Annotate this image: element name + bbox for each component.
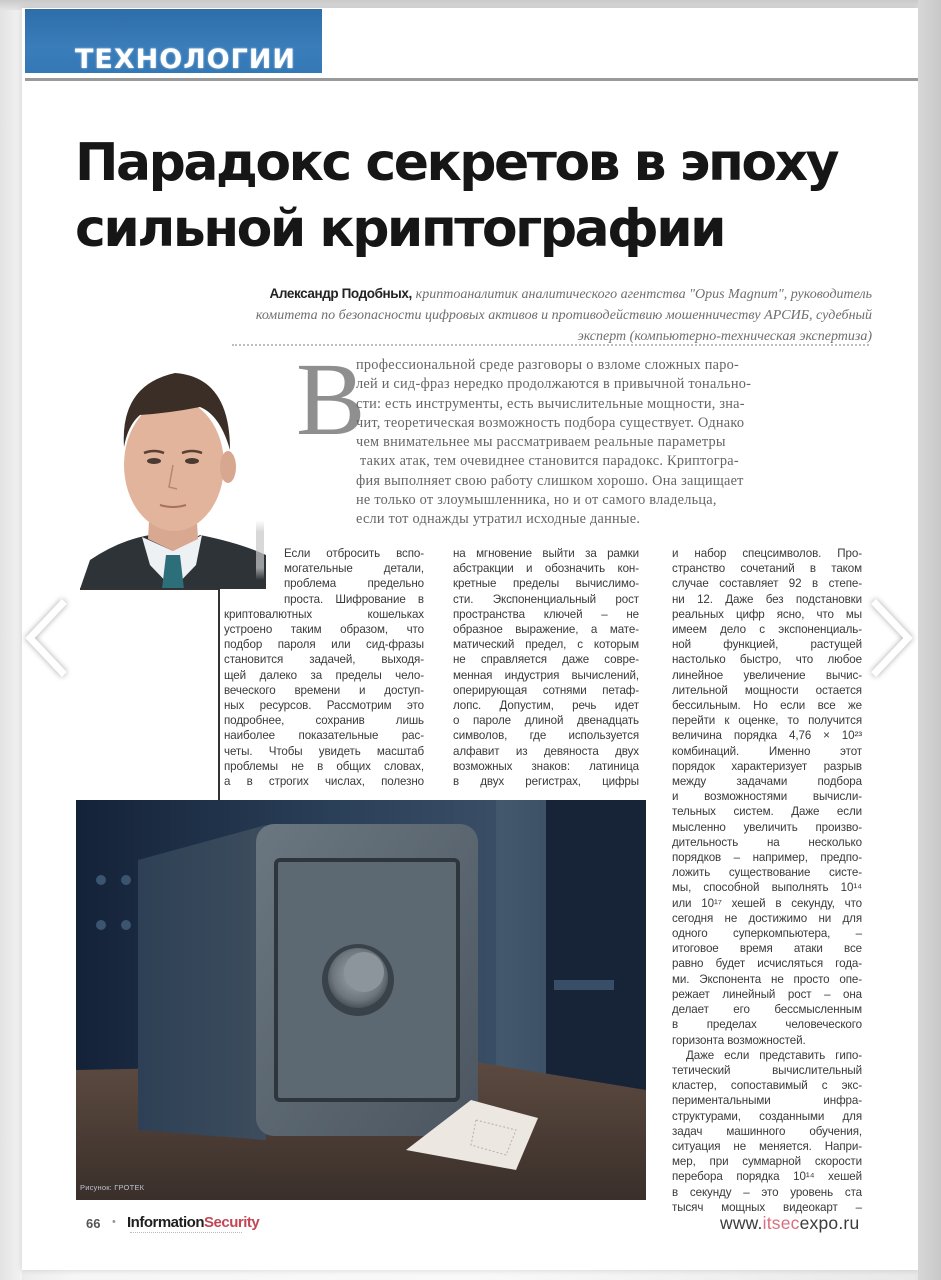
lead-line: чем внимательнее мы рассматриваем реальные параметры bbox=[356, 434, 726, 451]
footer-separator: • bbox=[112, 1216, 116, 1228]
body-line: криптовалютных кошельках bbox=[224, 607, 424, 621]
lead-line: сти: есть инструменты, есть вычислительные мощности, зна- bbox=[356, 395, 745, 412]
body-line: лительной мощности остается bbox=[672, 683, 862, 697]
body-line: подробнее, сохранив лишь bbox=[224, 714, 424, 728]
body-line: одного суперкомпьютера, – bbox=[672, 927, 862, 941]
body-line: в секунду – это уровень ста bbox=[672, 1185, 862, 1199]
body-line: между задачами подбора bbox=[672, 775, 862, 789]
url-prefix: www. bbox=[720, 1213, 763, 1233]
body-line: веческого времени и доступ- bbox=[224, 683, 424, 697]
author-byline bbox=[232, 284, 872, 347]
body-line: оперирующая сотнями петаф- bbox=[453, 683, 639, 697]
body-line: тысяч мощных видеокарт – bbox=[672, 1200, 862, 1214]
body-line: мер, при суммарной скорости bbox=[672, 1155, 862, 1169]
body-line: Даже если представить гипо- bbox=[686, 1048, 862, 1062]
lead-line: чит, теоретическая возможность подбора существует. Однако bbox=[356, 414, 745, 431]
lead-line: если тот однажды утратил исходные данные. bbox=[356, 511, 641, 528]
body-line: и возможностями вычисли- bbox=[672, 790, 862, 804]
body-line: линейное увеличение вычис- bbox=[672, 668, 862, 682]
body-line: тетический вычислительный bbox=[672, 1063, 862, 1077]
body-line: проста. Шифрование в bbox=[284, 592, 424, 606]
lead-line: лей и сид-фраз нередко продолжаются в привычной тонально- bbox=[356, 376, 752, 393]
body-line: наиболее показательные рас- bbox=[224, 729, 424, 743]
body-line: мысленно увеличить произво- bbox=[672, 820, 862, 834]
body-line: четы. Чтобы увидеть масштаб bbox=[224, 744, 424, 758]
body-line: ложить существование систе- bbox=[672, 866, 862, 880]
body-line: алфавит из девяноста двух bbox=[453, 744, 639, 758]
portrait-rule-horizontal bbox=[80, 588, 220, 590]
body-line: структурами, созданными для bbox=[672, 1109, 862, 1123]
portrait-rule-vertical bbox=[218, 588, 220, 800]
body-line: случае составляет 92 в степе- bbox=[672, 577, 862, 591]
body-line: комбинаций. Именно этот bbox=[672, 744, 862, 758]
body-line: странство сочетаний в таком bbox=[672, 562, 862, 576]
lead-paragraph bbox=[356, 356, 856, 530]
lead-line: таких атак, тем очевиднее становится парадокс. Криптогра- bbox=[360, 453, 739, 470]
body-line: перейти к оценке, то получится bbox=[672, 714, 862, 728]
safe-illustration bbox=[76, 800, 646, 1200]
body-line: Если отбросить вспо- bbox=[284, 547, 424, 560]
body-line: подбор пароля или сид-фразы bbox=[224, 638, 424, 652]
lead-line: фия выполняет свою работу слишком хорошо. Она защищает bbox=[356, 472, 744, 489]
body-line: лопс. Допустим, речь идет bbox=[453, 699, 639, 713]
body-line: в пределах человеческого bbox=[672, 1018, 862, 1032]
body-line: задач машинного обучения, bbox=[672, 1124, 862, 1138]
body-line: сегодня не достижимо ни для bbox=[672, 911, 862, 925]
body-column-1 bbox=[224, 546, 424, 789]
chevron-left-icon bbox=[20, 598, 70, 678]
body-line: порядков – например, предпо- bbox=[672, 851, 862, 865]
body-line: равно будет исчисляться года- bbox=[672, 957, 862, 971]
body-line: а в строгих числах, полезно bbox=[224, 775, 424, 789]
body-line: величина порядка 4,76 × 10²³ bbox=[672, 729, 862, 743]
page-number: 66 bbox=[86, 1216, 101, 1231]
body-line: проблема предельно bbox=[284, 577, 424, 591]
body-line: или 10¹⁷ хешей в секунду, что bbox=[672, 896, 862, 910]
body-line: ситуация не меняется. Напри- bbox=[672, 1139, 862, 1153]
body-line: ни 12. Даже без подстановки bbox=[672, 592, 862, 606]
body-column-3 bbox=[672, 546, 862, 1215]
left-page-edge bbox=[0, 0, 22, 1280]
body-line: кластер, сопоставимый с экс- bbox=[672, 1079, 862, 1093]
author-name: Александр Подобных, bbox=[269, 286, 412, 301]
lead-line: профессиональной среде разговоры о взломе сложных паро- bbox=[356, 357, 740, 373]
body-line: могательные детали, bbox=[284, 562, 424, 576]
body-line: перебора порядка 10¹⁴ хешей bbox=[672, 1170, 862, 1184]
author-role: криптоаналитик аналитического агентства "Opus Magnum", руководитель комитета по безопасности цифровых активов и противодействию мошенничеству АРСИБ, судебный эксперт (компьютерно-техническая экспертиза) bbox=[255, 287, 872, 344]
article-title bbox=[75, 130, 875, 262]
body-line: в двух регистрах, цифры bbox=[453, 775, 639, 789]
body-line: ми. Экспонента не просто опе- bbox=[672, 972, 862, 986]
body-line: и набор спецсимволов. Про- bbox=[672, 547, 862, 560]
website-url bbox=[720, 1213, 859, 1234]
body-line: имеем дело с экспоненциаль- bbox=[672, 623, 862, 637]
body-line: матический предел, с которым bbox=[453, 638, 639, 652]
body-line: о пароле длиной двенадцать bbox=[453, 714, 639, 728]
body-line: менная индустрия вычислений, bbox=[453, 668, 639, 682]
body-line: мы, способной выполнять 10¹⁴ bbox=[672, 881, 862, 895]
body-line: итоговое время атаки все bbox=[672, 942, 862, 956]
body-line: дительность на несколько bbox=[672, 835, 862, 849]
lead-line: не только от злоумышленника, но и от самого владельца, bbox=[356, 492, 717, 509]
body-line: становится задачей, выходя- bbox=[224, 653, 424, 667]
body-line: реальных цифр ясно, что мы bbox=[672, 607, 862, 621]
body-line: символов, где используется bbox=[453, 729, 639, 743]
body-line: настолько быстро, что любое bbox=[672, 653, 862, 667]
body-line: на мгновение выйти за рамки bbox=[453, 547, 639, 560]
body-line: пространства ключей – не bbox=[453, 607, 639, 621]
body-line: делает его бессмысленным bbox=[672, 1003, 862, 1017]
header-rule bbox=[25, 78, 918, 81]
body-line: проблемы не в общих словах, bbox=[224, 759, 424, 773]
body-line: бессильным. Но если все же bbox=[672, 699, 862, 713]
body-line: щей далеко за пределы чело- bbox=[224, 668, 424, 682]
title-line: сильной криптографии bbox=[75, 199, 725, 259]
body-line: устроено таким образом, что bbox=[224, 623, 424, 637]
chevron-right-icon bbox=[868, 598, 918, 678]
magazine-logo bbox=[127, 1214, 259, 1231]
body-line: кретные пределы вычислимо- bbox=[453, 577, 639, 591]
logo-part-information: Information bbox=[127, 1214, 204, 1231]
drop-cap: В bbox=[296, 342, 366, 457]
section-label: ТЕХНОЛОГИИ bbox=[75, 44, 297, 75]
body-line: сти. Экспоненциальный рост bbox=[453, 592, 639, 606]
body-line: порядок характеризует разрыв bbox=[672, 759, 862, 773]
body-line: абстракции и обозначить кон- bbox=[453, 562, 639, 576]
next-page-button[interactable] bbox=[868, 598, 918, 678]
title-line: Парадокс секретов в эпоху bbox=[75, 133, 838, 193]
logo-underline bbox=[130, 1232, 242, 1234]
figure-credit: Рисунок: ГРОТЕК bbox=[80, 1183, 145, 1192]
body-column-2 bbox=[453, 546, 639, 789]
url-highlight: itsec bbox=[762, 1213, 800, 1233]
body-line: образное выражение, а мате- bbox=[453, 623, 639, 637]
previous-page-button[interactable] bbox=[20, 598, 70, 678]
right-page-edge bbox=[918, 0, 941, 1280]
body-line: возможных знаков: латиница bbox=[453, 759, 639, 773]
body-line: не справляется даже совре- bbox=[453, 653, 639, 667]
url-suffix: expo.ru bbox=[799, 1213, 860, 1233]
body-line: тельных систем. Даже если bbox=[672, 805, 862, 819]
body-line: горизонта возможностей. bbox=[672, 1033, 806, 1047]
logo-part-security: Security bbox=[204, 1214, 260, 1231]
body-line: периментальными инфра- bbox=[672, 1094, 862, 1108]
body-line: ной функцией, растущей bbox=[672, 638, 862, 652]
body-line: режает линейный рост – она bbox=[672, 987, 862, 1001]
body-line: ных ресурсов. Рассмотрим это bbox=[224, 699, 424, 713]
